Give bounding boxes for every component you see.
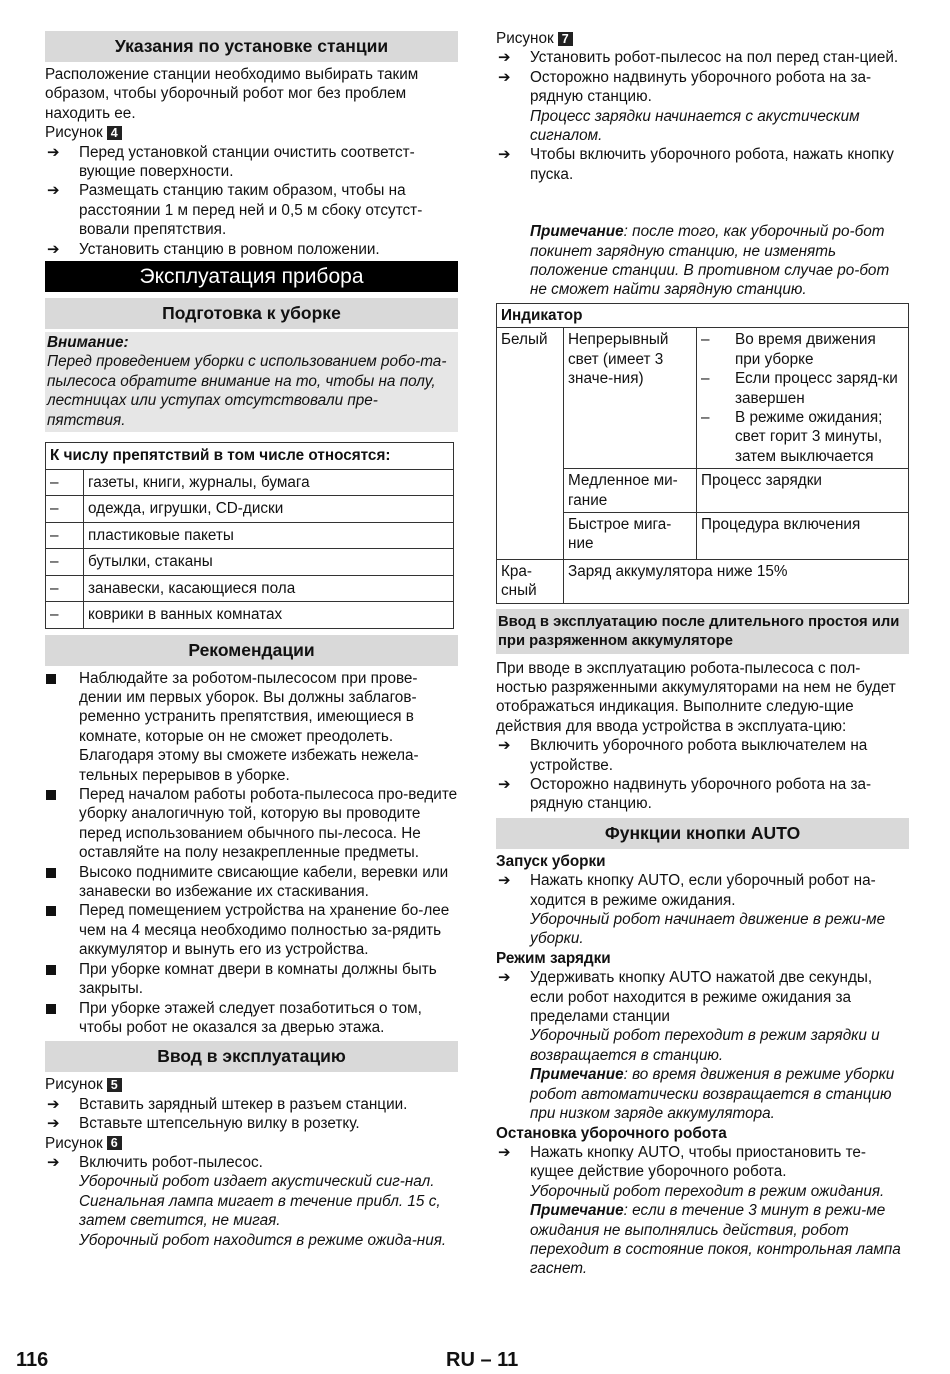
figure-label: Рисунок	[45, 1134, 103, 1152]
step-result: Сигнальная лампа мигает в течение прибл. 15 с, затем светится, не мигая.	[79, 1192, 441, 1230]
table-row: Быстрое мига-ние Процедура включения	[497, 512, 909, 559]
step: ➔ Осторожно надвинуть уборочного робота на за-рядную станцию.	[498, 776, 872, 813]
figure-ref-7	[496, 29, 909, 48]
arrow-right-icon: ➔	[47, 1095, 60, 1113]
figure-label: Рисунок	[496, 30, 554, 47]
attention-text: Перед проведением уборки с использованием робо-та-пылесоса обратите внимание на то, чтобы на полу, лестницах или уступах отсутствовали пре-пятствия.	[47, 353, 447, 429]
note: Примечание: если в течение 3 минут в режи-ме ожидания не выполнялись действия, робот переходит в состояние покоя, контрольная лампа гаснет.	[530, 1202, 901, 1278]
install-step: ➔ Перед установкой станции очистить соответст-вующие поверхности.	[47, 143, 415, 181]
figure-label: Рисунок	[45, 1076, 103, 1094]
operation-chapter-title: Эксплуатация прибора	[45, 261, 458, 292]
step-result: Уборочный робот переходит в режим зарядки и возвращается в станцию.	[530, 1027, 880, 1064]
commission-title: Ввод в эксплуатацию	[45, 1041, 458, 1072]
figure-number: 5	[107, 1078, 122, 1092]
step: ➔ Включить робот-пылесос.	[47, 1153, 263, 1171]
step: ➔ Включить уборочного робота выключателем на устройстве.	[498, 737, 868, 774]
page-number: 116	[16, 1349, 49, 1371]
recommendation-item: Высоко поднимите свисающие кабели, веревки или занавески во избежание их стаскивания.	[45, 863, 458, 902]
figure-number: 6	[107, 1136, 122, 1150]
recommendation-item: При уборке этажей следует позаботиться о том, чтобы робот не оказался за дверью этажа.	[45, 999, 458, 1038]
step: ➔ Осторожно надвинуть уборочного робота на за-рядную станцию.	[498, 68, 872, 106]
arrow-right-icon: ➔	[47, 143, 60, 161]
arrow-right-icon: ➔	[47, 182, 60, 200]
prep-section-title: Подготовка к уборке	[45, 298, 458, 329]
continuous-modes: – Во время движения при уборке – Если процесс заряд-ки завершен – В режиме ожидания; свет горит 3 минуты, затем выключается	[697, 328, 909, 469]
square-bullet-icon	[46, 906, 56, 916]
arrow-right-icon: ➔	[47, 240, 60, 258]
obstacles-table	[45, 442, 454, 629]
table-row: – коврики в ванных комнатах	[46, 602, 454, 629]
figure-ref-4	[45, 123, 458, 142]
note-label: Примечание	[530, 1202, 624, 1220]
step-result: Уборочный робот начинает движение в режи-ме уборки.	[530, 911, 886, 948]
step-result: Уборочный робот переходит в режим ожидания.	[530, 1182, 885, 1200]
figure-number: 4	[107, 126, 122, 140]
table-row: Белый Непрерывный свет (имеет 3 значе-ния) – Во время движения при уборке – Если процесс заряд-ки завершен – В режиме ожидания; свет горит 3 минуты, затем выключается	[497, 328, 909, 469]
arrow-right-icon: ➔	[498, 49, 511, 67]
step: ➔ Нажать кнопку AUTO, если уборочный робот на-ходится в режиме ожидания.	[498, 872, 876, 909]
indicator-header: Индикатор	[497, 303, 909, 327]
note: Примечание: после того, как уборочный ро-бот покинет зарядную станцию, не изменять положение станции. В противном случае ро-бот не сможет найти зарядную станцию.	[530, 223, 890, 299]
install-step: ➔ Размещать станцию таким образом, чтобы на расстоянии 1 м перед ней и 0,5 м сбоку отсутст-вовали препятствия.	[47, 182, 423, 239]
arrow-right-icon: ➔	[498, 1143, 511, 1161]
longidle-text: При вводе в эксплуатацию робота-пылесоса с пол-ностью разряженными аккумуляторами на нем не будет отображаться индикация. Выполните следую-щие действия для ввода устройства в эксплуата-цию:	[496, 659, 896, 735]
step: ➔ Установить робот-пылесос на пол перед стан-цией.	[498, 49, 899, 67]
step: ➔ Чтобы включить уборочного робота, нажать кнопку пуска.	[498, 146, 894, 183]
indicator-table	[496, 303, 909, 604]
obstacles-header: К числу препятствий в том числе относятся:	[46, 443, 454, 470]
arrow-right-icon: ➔	[47, 1115, 60, 1133]
arrow-right-icon: ➔	[498, 737, 511, 755]
table-row: Кра-сный Заряд аккумулятора ниже 15%	[497, 559, 909, 603]
square-bullet-icon	[46, 965, 56, 975]
step: ➔ Удерживать кнопку AUTO нажатой две секунды, если робот находится в режиме ожидания за пределами станции	[498, 969, 873, 1026]
arrow-right-icon: ➔	[498, 776, 511, 793]
recommendation-item: При уборке комнат двери в комнаты должны быть закрыты.	[45, 960, 458, 999]
note: Примечание: во время движения в режиме уборки робот автоматически возвращается в станцию при низком заряде аккумулятора.	[530, 1066, 895, 1123]
square-bullet-icon	[46, 674, 56, 684]
arrow-right-icon: ➔	[47, 1153, 60, 1171]
longidle-title: Ввод в эксплуатацию после длительного простоя или при разряженном аккумуляторе	[496, 609, 909, 654]
start-cleaning-title: Запуск уборки	[496, 852, 606, 870]
note-label: Примечание	[530, 1066, 624, 1084]
figure-ref-6	[45, 1134, 458, 1153]
stop-robot-title: Остановка уборочного робота	[496, 1124, 727, 1142]
step: ➔ Вставьте штепсельную вилку в розетку.	[47, 1115, 360, 1133]
arrow-right-icon: ➔	[498, 969, 511, 987]
page-reference: RU – 11	[446, 1349, 519, 1371]
square-bullet-icon	[46, 868, 56, 878]
step-result: Уборочный робот находится в режиме ожида-ния.	[79, 1231, 447, 1249]
table-row: – газеты, книги, журналы, бумага	[46, 469, 454, 496]
install-text: Расположение станции необходимо выбирать таким образом, чтобы уборочный робот мог без проблем находить ее.	[45, 66, 419, 122]
recommendation-item: Наблюдайте за роботом-пылесосом при прове-дении им первых уборок. Вы должны заблагов-ременно устранить препятствия, имеющиеся в комнате, которые он не сможет преодолеть. Благодаря этому вы сможете избежать нежела-тельных перерывов в уборке.	[45, 669, 458, 785]
figure-label: Рисунок	[45, 124, 103, 142]
charge-mode-title: Режим зарядки	[496, 949, 611, 967]
figure-number: 7	[558, 32, 573, 46]
auto-functions-title: Функции кнопки AUTO	[496, 818, 909, 849]
note-label: Примечание	[530, 223, 624, 241]
square-bullet-icon	[46, 790, 56, 800]
right-column	[496, 29, 909, 1279]
arrow-right-icon: ➔	[498, 146, 511, 164]
install-step: ➔ Установить станцию в ровном положении.	[47, 240, 380, 258]
attention-note	[45, 332, 458, 432]
table-row: – пластиковые пакеты	[46, 522, 454, 549]
arrow-right-icon: ➔	[498, 68, 511, 86]
recommendation-item: Перед помещением устройства на хранение бо-лее чем на 4 месяца необходимо полностью за-рядить аккумулятор и вынуть его из устройства.	[45, 901, 458, 959]
table-row: – занавески, касающиеся пола	[46, 575, 454, 602]
step-result: Уборочный робот издает акустический сиг-нал.	[79, 1173, 435, 1191]
install-section-title: Указания по установке станции	[45, 31, 458, 62]
recommendations-title: Рекомендации	[45, 635, 458, 666]
arrow-right-icon: ➔	[498, 872, 511, 890]
figure-ref-5	[45, 1075, 458, 1094]
square-bullet-icon	[46, 1004, 56, 1014]
step-result: Процесс зарядки начинается с акустическим сигналом.	[530, 107, 860, 145]
table-row: – бутылки, стаканы	[46, 549, 454, 576]
attention-label: Внимание:	[47, 334, 129, 352]
step: ➔ Вставить зарядный штекер в разъем станции.	[47, 1095, 408, 1113]
recommendation-item: Перед началом работы робота-пылесоса про-ведите уборку аналогичную той, которую вы проводите перед использованием обычного пы-лесоса. Не оставляйте на полу незакрепленные предметы.	[45, 785, 458, 863]
table-row: – одежда, игрушки, CD-диски	[46, 496, 454, 523]
left-column	[45, 31, 458, 1250]
table-row: Медленное ми-гание Процесс зарядки	[497, 469, 909, 513]
step: ➔ Нажать кнопку AUTO, чтобы приостановить те-кущее действие уборочного робота.	[498, 1143, 867, 1181]
